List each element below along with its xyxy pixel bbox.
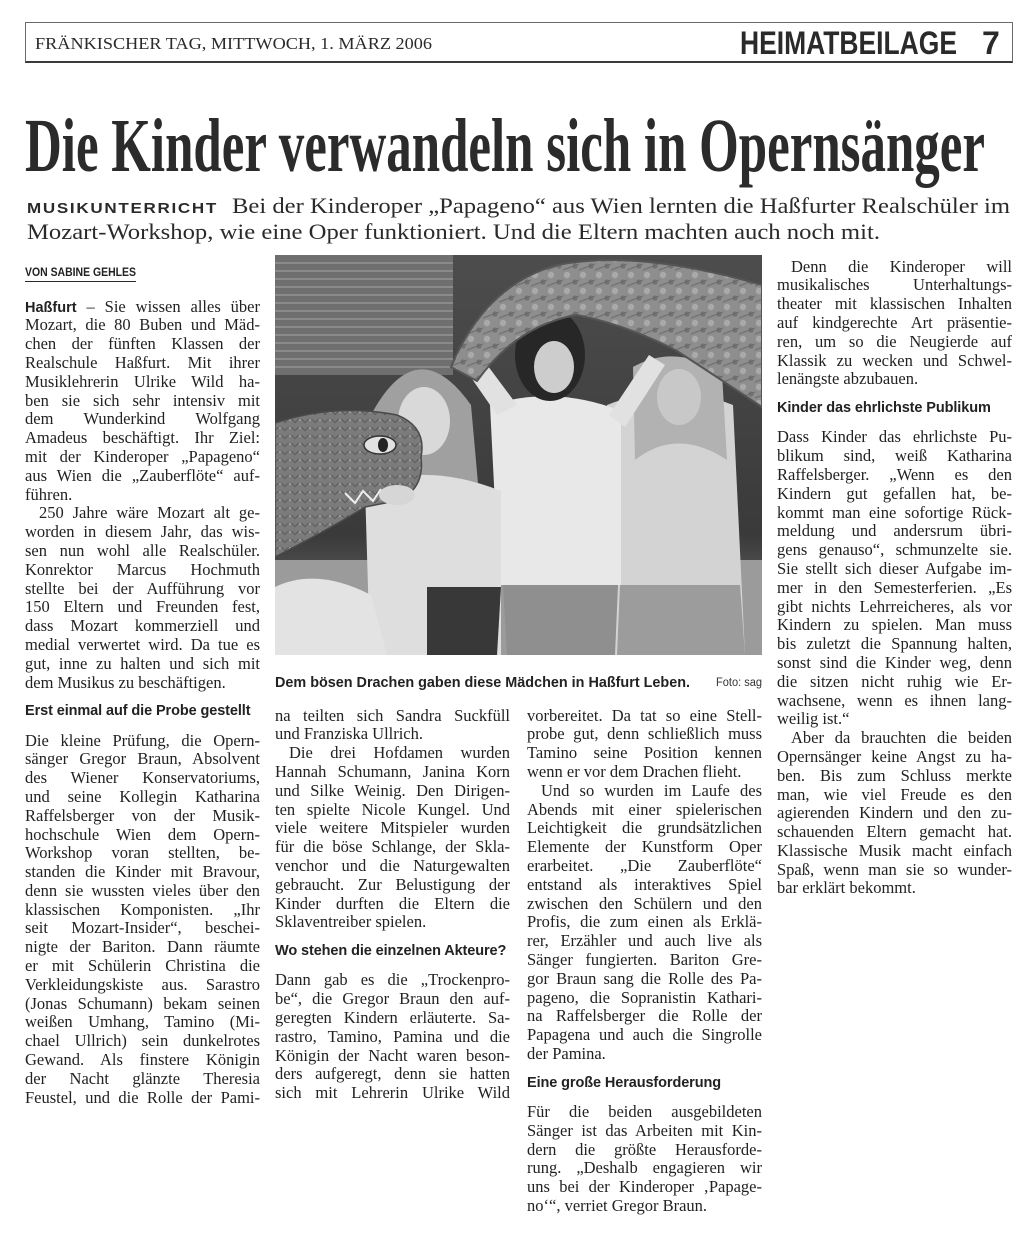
text-line: Feustel, und die Rolle der Pami- [25, 1088, 260, 1107]
photo-credit [716, 675, 762, 691]
text-line: und Silke Weinig. Den Dirigen- [275, 781, 510, 800]
text-line: Sie stellt sich dieser Aufgabe im- [777, 559, 1012, 578]
paragraph [275, 707, 510, 745]
subheading: Wo stehen die einzelnen Akteure? [275, 943, 507, 960]
text-line: gens genauso“, schmunzelte sie. [777, 541, 1012, 560]
section-label-text: HEIMATBEILAGE [740, 25, 957, 61]
paragraph [25, 298, 260, 505]
text-line: chael Ullrich) sein dunkelrotes [25, 1032, 260, 1051]
text-line: theater mit klassischen Inhalten [777, 295, 1012, 314]
newspaper-date-text: FRÄNKISCHER TAG, MITTWOCH, 1. MÄRZ 2006 [35, 34, 432, 53]
text-line: 250 Jahre wäre Mozart alt ge- [39, 504, 260, 523]
text-line: gibt nichts Lehrreicheres, als vor [777, 597, 1012, 616]
text-line: ren, um so die Neugierde auf [777, 332, 1012, 351]
headline [25, 101, 985, 191]
page-number: 7 [982, 25, 1000, 61]
deck-line-2-text: Mozart-Workshop, wie eine Oper funktioniert. Und die Eltern machten auch noch mit. [27, 219, 880, 244]
text-line: Raffelsberger. „Wenn es den [777, 465, 1012, 484]
newspaper-date-line [35, 34, 432, 54]
text-line: Tamino seine Position kennen [527, 744, 762, 763]
text-line: blikum sind, weiß Katharina [777, 447, 1012, 466]
text-line: agierenden Kindern und den zu- [777, 804, 1012, 823]
photo-caption [275, 673, 690, 693]
text-line: Klassik zu wecken und Schwel- [777, 351, 1012, 370]
text-line: Konrektor Marcus Hochmuth [25, 560, 260, 579]
text-line: Für die beiden ausgebildeten [527, 1102, 762, 1121]
text-line: standen die Kinder mit Bravour, [25, 863, 260, 882]
text-line: er mit Schülerin Christina die [25, 957, 260, 976]
text-line: bar erklärt bekommt. [777, 879, 916, 898]
text-line: schauenden Eltern gemacht hat. [777, 823, 1012, 842]
text-line: wenn er vor dem Drachen flieht. [527, 762, 742, 781]
text-line: Mozart, die 80 Buben und Mäd- [25, 316, 260, 335]
text-line: Sklaventreiber spielen. [275, 913, 427, 932]
text-line: führen. [25, 485, 73, 504]
deck-line-1-text: Bei der Kinderoper „Papageno“ aus Wien lernten die Haßfurter Realschüler im [232, 193, 1010, 218]
headline-text: Die Kinder verwandeln sich in Opernsänger [25, 104, 985, 188]
text-line: auf kindgerechte Art präsentie- [777, 313, 1012, 332]
section-label [740, 25, 957, 61]
text-line: vorbereitet. Da tat so eine Stell- [527, 706, 762, 725]
text-line: klassischen Komponisten. „Ihr [25, 900, 260, 919]
text-line: (Jonas Schumann) bekam seinen [25, 994, 260, 1013]
text-line: mer in den Semesterferien. „Es [777, 578, 1012, 597]
paragraph [527, 782, 762, 1064]
text-line: stellte bei der Aufführung vor [25, 579, 260, 598]
subheading: Erst einmal auf die Probe gestellt [25, 703, 251, 720]
article-column-1 [25, 298, 260, 1108]
text-line: ben sie sich sehr intensiv mit [25, 391, 260, 410]
text-line: dass Mozart kommerziell und [25, 617, 260, 636]
text-line: venchor und die Naturgewalten [275, 856, 510, 875]
text-line: Musiklehrerin Ulrike Wild ha- [25, 372, 260, 391]
text-line: Gewand. Als finstere Königin [25, 1051, 260, 1070]
byline [25, 266, 136, 282]
paragraph [777, 428, 1012, 729]
text-line: Leichtigkeit die grundsätzlichen [527, 819, 762, 838]
article-column-4 [777, 258, 1012, 899]
text-line: Papagena und auch die Singrolle [527, 1026, 762, 1045]
text-line: gor Braun sang die Rolle des Pa- [527, 969, 762, 988]
text-line: Dann gab es die „Trockenpro- [275, 971, 510, 990]
paragraph [275, 971, 510, 1103]
paragraph [777, 729, 1012, 898]
text-line: Und so wurden im Laufe des [541, 781, 762, 800]
text-line: sen nun wohl alle Realschüler. [25, 541, 260, 560]
text-line: der Nacht glänzte Theresia [25, 1069, 260, 1088]
text-line: na Raffelsberger die Rolle der [527, 1007, 762, 1026]
text-line: Kindern zu spielen. Man muss [777, 616, 1012, 635]
text-line: chen der fünften Klassen der [25, 335, 260, 354]
deck-line-2 [27, 218, 880, 245]
text-line: Raffelsberger von der Musik- [25, 806, 260, 825]
text-line: Opernsänger keine Angst zu ha- [777, 747, 1012, 766]
text-line: Amadeus beschäftigt. Ihr Ziel: [25, 429, 260, 448]
paragraph [777, 258, 1012, 390]
text-line: ders aufgeregt, denn sie hatten [275, 1065, 510, 1084]
text-line: dem Musikus zu beschäftigen. [25, 673, 226, 692]
text-line: und Franziska Ullrich. [275, 725, 424, 744]
photo-image [275, 255, 762, 655]
text-line: rer, Erzähler und auch live als [527, 932, 762, 951]
text-line: hochschule Wien dem Opern- [25, 825, 260, 844]
text-line: worden in diesem Jahr, das wis- [25, 523, 260, 542]
text-line: dem Wunderkind Wolfgang [25, 410, 260, 429]
article-column-2 [275, 707, 510, 1103]
deck-kicker-text: MUSIKUNTERRICHT [27, 200, 218, 217]
text-line: bis zuletzt die Spannung halten, [777, 635, 1012, 654]
text-line: Aber da brauchten die beiden [791, 729, 1012, 748]
text-line: weißen Umhang, Tamino (Mi- [25, 1013, 260, 1032]
text-line: die sitzen nicht ruhig wie Er- [777, 672, 1012, 691]
subheading: Kinder das ehrlichste Publikum [777, 400, 991, 417]
text-line: geregten Kindern erläuterte. Sa- [275, 1008, 510, 1027]
text-line: gut, inne zu halten und sich mit [25, 654, 260, 673]
text-line: Sänger ist das Arbeiten mit Kin- [527, 1121, 762, 1140]
text-line: denn sie wussten vieles über den [25, 881, 260, 900]
text-line: dern die größte Herausforde- [527, 1140, 762, 1159]
text-line: meldung und andersrum übri- [777, 522, 1012, 541]
text-line: na teilten sich Sandra Suckfüll [275, 706, 510, 725]
text-line: Kinder durften die Eltern die [275, 894, 510, 913]
text-line: Profis, die zum einen als Erklä- [527, 913, 762, 932]
text-line: Sänger fungierten. Bariton Gre- [527, 950, 762, 969]
text-line: Denn die Kinderoper will [791, 257, 1012, 276]
subheading: Eine große Herausforderung [527, 1074, 721, 1091]
text-line: Spaß, wenn man sie so wunder- [777, 860, 1012, 879]
text-line: man, wie viel Freude es den [777, 785, 1012, 804]
paragraph [527, 1103, 762, 1216]
text-line: medial verwertet wird. Da tue es [25, 635, 260, 654]
text-line: entstand als interaktives Spiel [527, 875, 762, 894]
article-column-3 [527, 707, 762, 1216]
text-line: sonst sind die Kinder weg, denn [777, 653, 1012, 672]
deck-kicker [27, 199, 218, 219]
photo-credit-text: Foto: sag [716, 677, 762, 689]
text-line: viele weitere Mitspieler wurden [275, 819, 510, 838]
dateline: Haßfurt [25, 299, 77, 316]
window-blinds [275, 255, 453, 375]
text-line: für die böse Schlange, der Skla- [275, 838, 510, 857]
text-line: weilig ist.“ [777, 710, 850, 729]
paragraph [527, 707, 762, 782]
text-line: Die drei Hofdamen wurden [289, 744, 510, 763]
text-line: be“, die Gregor Braun den auf- [275, 990, 510, 1009]
article-photo [275, 255, 762, 655]
text-line: 150 Eltern und Freunden fest, [25, 598, 260, 617]
text-line: seit Mozart-Insider“, beschei- [25, 919, 260, 938]
text-line: Realschule Haßfurt. Mit ihrer [25, 353, 260, 372]
byline-text: VON SABINE GEHLES [25, 267, 136, 279]
text-line: Hannah Schumann, Janina Korn [275, 762, 510, 781]
text-line: zwischen den Schülern und den [527, 894, 762, 913]
paragraph [275, 744, 510, 932]
text-line: Workshop voran stellten, be- [25, 844, 260, 863]
text-line: probe gut, denn schließlich muss [527, 725, 762, 744]
text-line: Königin der Nacht waren beson- [275, 1046, 510, 1065]
text-line: rung. „Deshalb engagieren wir [527, 1159, 762, 1178]
text-line-content: – Sie wissen alles über [86, 297, 260, 316]
text-line: Elemente der Kunstform Oper [527, 838, 762, 857]
text-line: erarbeitet. „Die Zauberflöte“ [527, 856, 762, 875]
text-line: Abends mit einer spielerischen [527, 800, 762, 819]
text-line: und seine Kollegin Katharina [25, 787, 260, 806]
text-line: kommt man eine sofortige Rück- [777, 503, 1012, 522]
photo-caption-text: Dem bösen Drachen gaben diese Mädchen in Haßfurt Leben. [275, 674, 690, 691]
text-line [25, 298, 260, 317]
text-line: ten spielte Nicole Kungel. Und [275, 800, 510, 819]
deck-line-1 [232, 192, 1010, 219]
text-line: aus Wien die „Zauberflöte“ auf- [25, 466, 260, 485]
text-line: Dass Kinder das ehrlichste Pu- [777, 428, 1012, 447]
text-line: mit der Kinderoper „Papageno“ [25, 447, 260, 466]
text-line: der Pamina. [527, 1044, 606, 1063]
text-line: ben. Bis zum Schluss merkte [777, 766, 1012, 785]
text-line: sänger Gregor Braun, Absolvent [25, 750, 260, 769]
paragraph [25, 504, 260, 692]
text-line: rastro, Tamino, Pamina und die [275, 1027, 510, 1046]
text-line: Die kleine Prüfung, die Opern- [25, 731, 260, 750]
text-line: musikalisches Unterhaltungs- [777, 276, 1012, 295]
text-line: des Wiener Konservatoriums, [25, 769, 260, 788]
text-line: Klassische Musik macht einfach [777, 841, 1012, 860]
paragraph [25, 732, 260, 1108]
text-line: wachsene, wenn es ihnen lang- [777, 691, 1012, 710]
text-line: Kindern gut gefallen hat, be- [777, 484, 1012, 503]
text-line: gebraucht. Zur Belustigung der [275, 875, 510, 894]
text-line: pageno, die Sopranistin Kathari- [527, 988, 762, 1007]
text-line: no‘“, verriet Gregor Braun. [527, 1196, 708, 1215]
text-line: sich mit Lehrerin Ulrike Wild [275, 1084, 510, 1103]
text-line: Verkleidungskiste aus. Sarastro [25, 975, 260, 994]
text-line: uns bei der Kinderoper ‚Papage- [527, 1178, 762, 1197]
text-line: nigte der Bariton. Dann räumte [25, 938, 260, 957]
text-line: lenängste abzubauen. [777, 370, 919, 389]
